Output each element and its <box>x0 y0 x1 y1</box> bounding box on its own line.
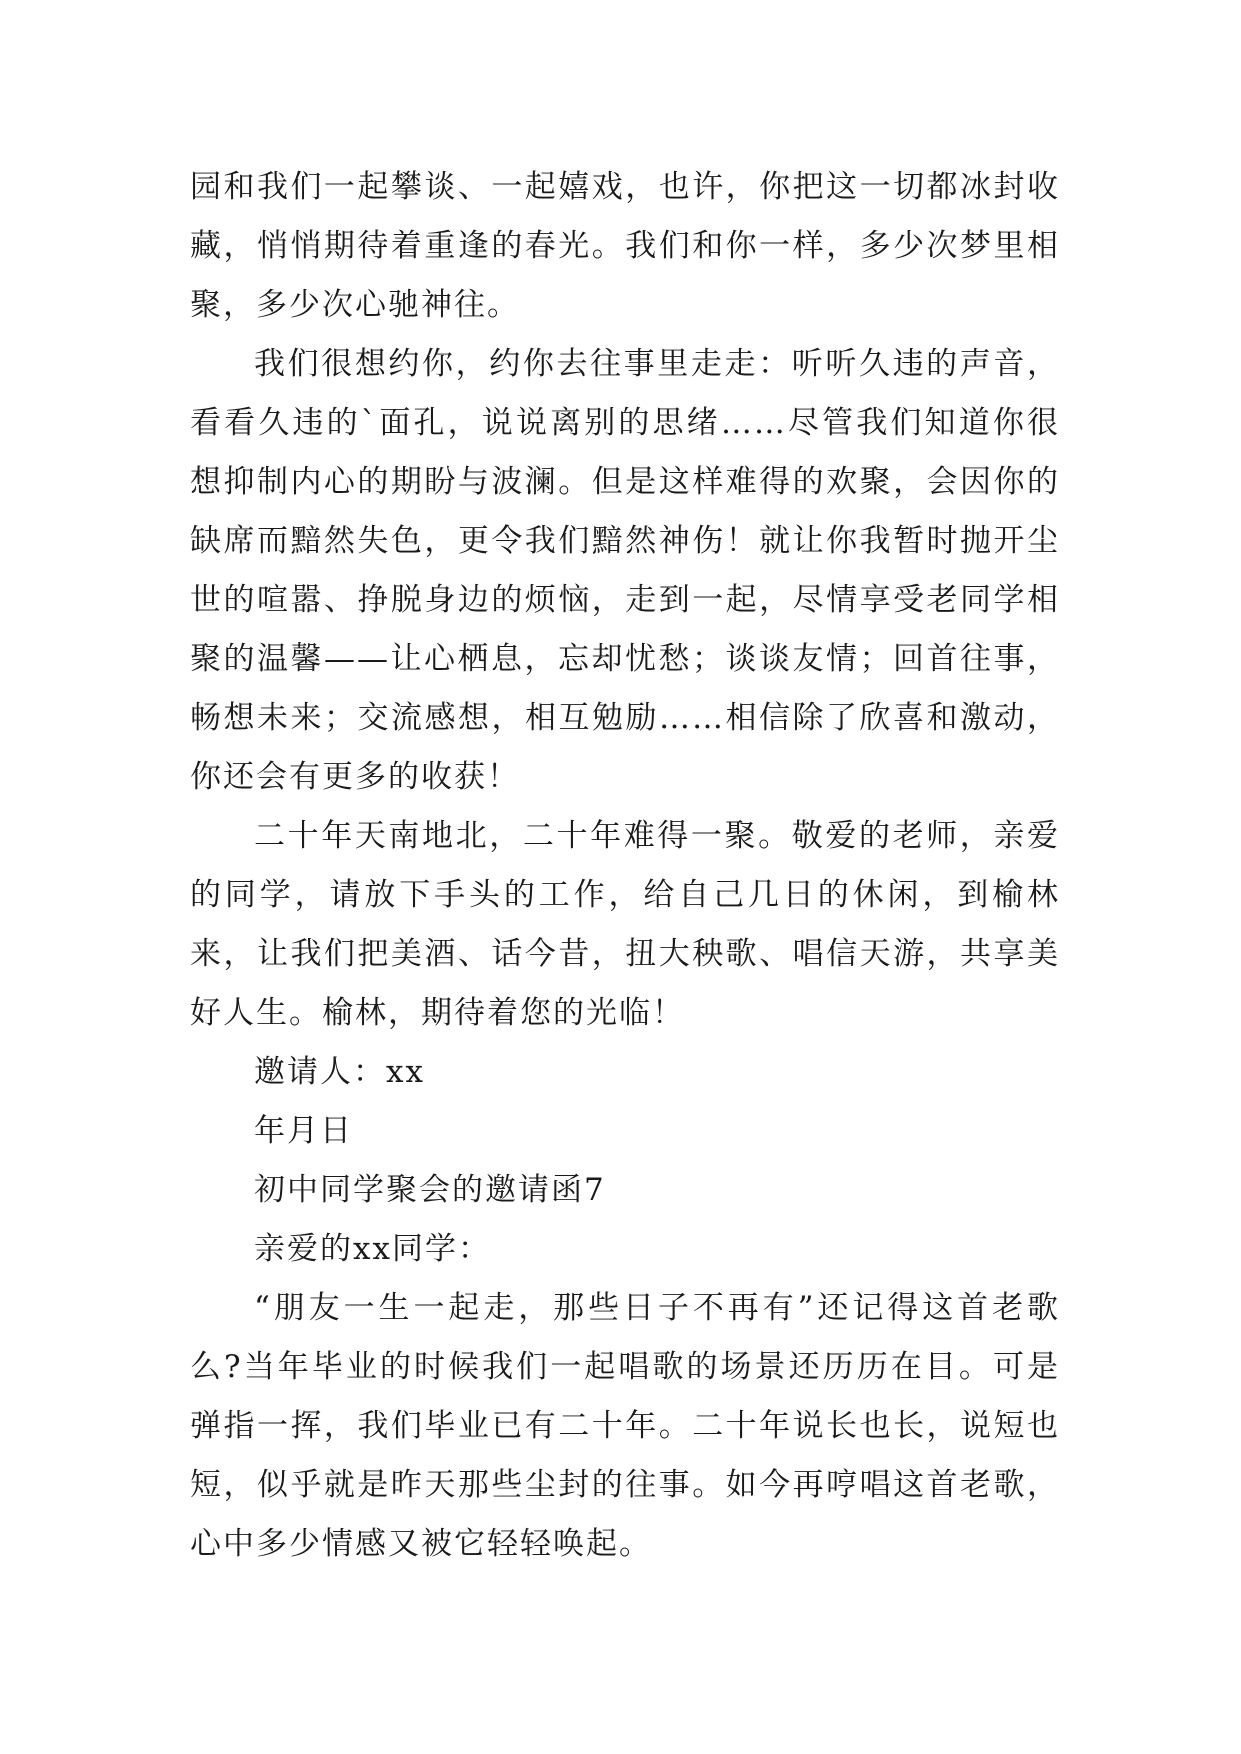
paragraph-continuation: 园和我们一起攀谈、一起嬉戏，也许，你把这一切都冰封收藏，悄悄期待着重逢的春光。我们和你一样，多少次梦里相聚，多少次心驰神往。 <box>190 169 1060 323</box>
paragraph-invitation-closing: 二十年天南地北，二十年难得一聚。敬爱的老师，亲爱的同学，请放下手头的工作，给自己几日的休闲，到榆林来，让我们把美酒、话今昔，扭大秧歌、唱信天游，共享美好人生。榆林，期待着您的光临！ <box>190 818 1060 1031</box>
salutation-line: 亲爱的xx同学： <box>254 1231 491 1267</box>
section-title: 初中同学聚会的邀请函7 <box>254 1172 606 1208</box>
date-line: 年月日 <box>254 1113 353 1149</box>
inviter-line: 邀请人：xx <box>254 1054 425 1090</box>
paragraph-letter-opening: “朋友一生一起走，那些日子不再有”还记得这首老歌么?当年毕业的时候我们一起唱歌的场景还历历在目。可是弹指一挥，我们毕业已有二十年。二十年说长也长，说短也短，似乎就是昨天那些尘封的往事。如今再哼唱这首老歌，心中多少情感又被它轻轻唤起。 <box>190 1290 1060 1562</box>
paragraph-invitation-body: 我们很想约你，约你去往事里走走：听听久违的声音，看看久违的`面孔，说说离别的思绪……尽管我们知道你很想抑制内心的期盼与波澜。但是这样难得的欢聚，会因你的缺席而黯然失色，更令我们黯然神伤！就让你我暂时抛开尘世的喧嚣、挣脱身边的烦恼，走到一起，尽情享受老同学相聚的温馨——让心栖息，忘却忧愁；谈谈友情；回首往事，畅想未来；交流感想，相互勉励……相信除了欣喜和激动，你还会有更多的收获！ <box>190 346 1060 795</box>
document-page <box>190 158 1060 1574</box>
